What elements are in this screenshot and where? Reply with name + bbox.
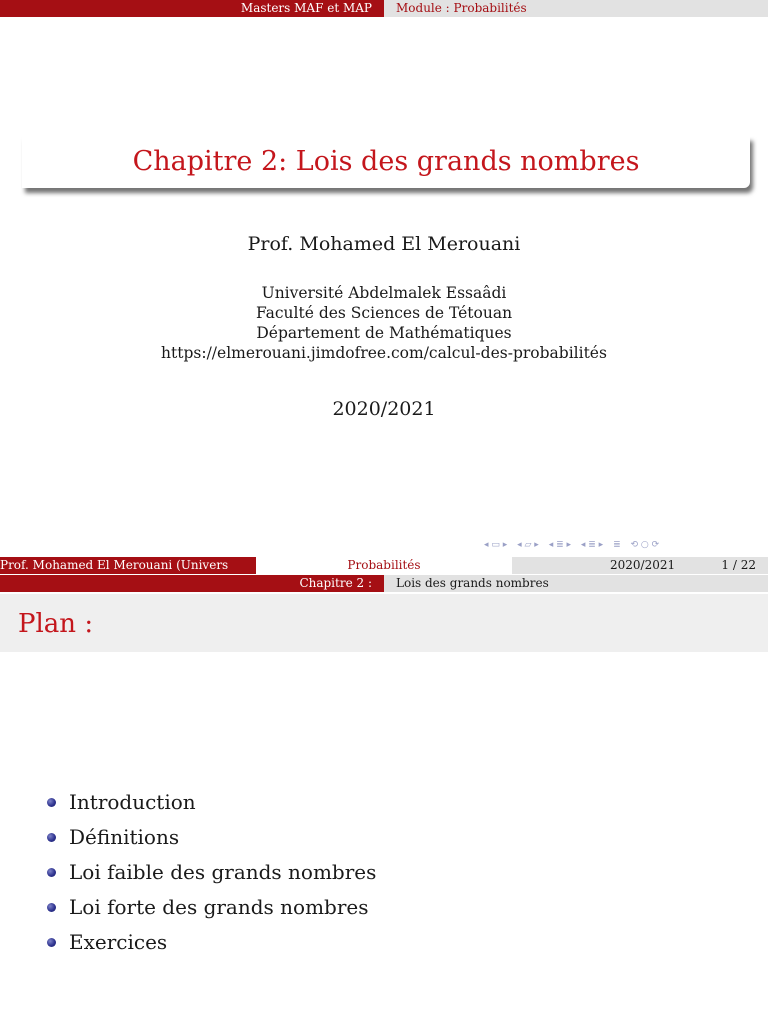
- header-right-module: Module : Probabilités: [384, 0, 768, 17]
- affiliation-block: [0, 283, 768, 363]
- nav-toc-icon[interactable]: ≣: [613, 540, 621, 550]
- plan-list: [46, 785, 376, 960]
- list-item-text: Exercices: [69, 930, 168, 954]
- header-chapter: Chapitre 2 :: [0, 575, 384, 592]
- bullet-icon: [47, 798, 56, 807]
- list-item-text: Loi faible des grands nombres: [69, 860, 377, 884]
- nav-section-icon[interactable]: ◂ ≣ ▸: [548, 540, 572, 550]
- bullet-icon: [47, 833, 56, 842]
- footer-page-number: 1 / 22: [721, 558, 756, 572]
- beamer-navigation[interactable]: [484, 538, 666, 552]
- footer-author: Prof. Mohamed El Merouani (Univers: [0, 557, 256, 574]
- list-item: [46, 890, 376, 925]
- nav-frame-icon[interactable]: ◂ ▭ ▸: [484, 540, 508, 550]
- nav-subsection-icon[interactable]: ◂ ▱ ▸: [517, 540, 539, 550]
- author: Prof. Mohamed El Merouani: [247, 233, 521, 255]
- list-item-text: Introduction: [69, 790, 196, 814]
- header-left-masters: Masters MAF et MAP: [0, 0, 384, 17]
- list-item: [46, 820, 376, 855]
- affiliation-faculty: Faculté des Sciences de Tétouan: [255, 304, 513, 322]
- title-box: [22, 136, 750, 188]
- nav-search-icon[interactable]: ⟲ ○ ⟳: [630, 540, 660, 550]
- list-item: [46, 785, 376, 820]
- footer-info: [512, 557, 768, 574]
- affiliation-url[interactable]: https://elmerouani.jimdofree.com/calcul-des-probabilités: [161, 344, 607, 362]
- affiliation-university: Université Abdelmalek Essaâdi: [261, 284, 507, 302]
- frame-title-bar: [0, 594, 768, 652]
- list-item: [46, 855, 376, 890]
- footer-title: Probabilités: [256, 557, 512, 574]
- bullet-icon: [47, 868, 56, 877]
- list-item-text: Loi forte des grands nombres: [69, 895, 369, 919]
- academic-year: 2020/2021: [332, 398, 436, 420]
- list-item-text: Définitions: [69, 825, 180, 849]
- header-chapter-title: Lois des grands nombres: [384, 575, 768, 592]
- list-item: [46, 925, 376, 960]
- affiliation-department: Département de Mathématiques: [256, 324, 512, 342]
- footer-date: 2020/2021: [610, 558, 676, 572]
- slide-title: Chapitre 2: Lois des grands nombres: [132, 146, 640, 177]
- frame-title: Plan :: [18, 609, 94, 639]
- bullet-icon: [47, 903, 56, 912]
- nav-document-icon[interactable]: ◂ ≣ ▸: [580, 540, 604, 550]
- bullet-icon: [47, 938, 56, 947]
